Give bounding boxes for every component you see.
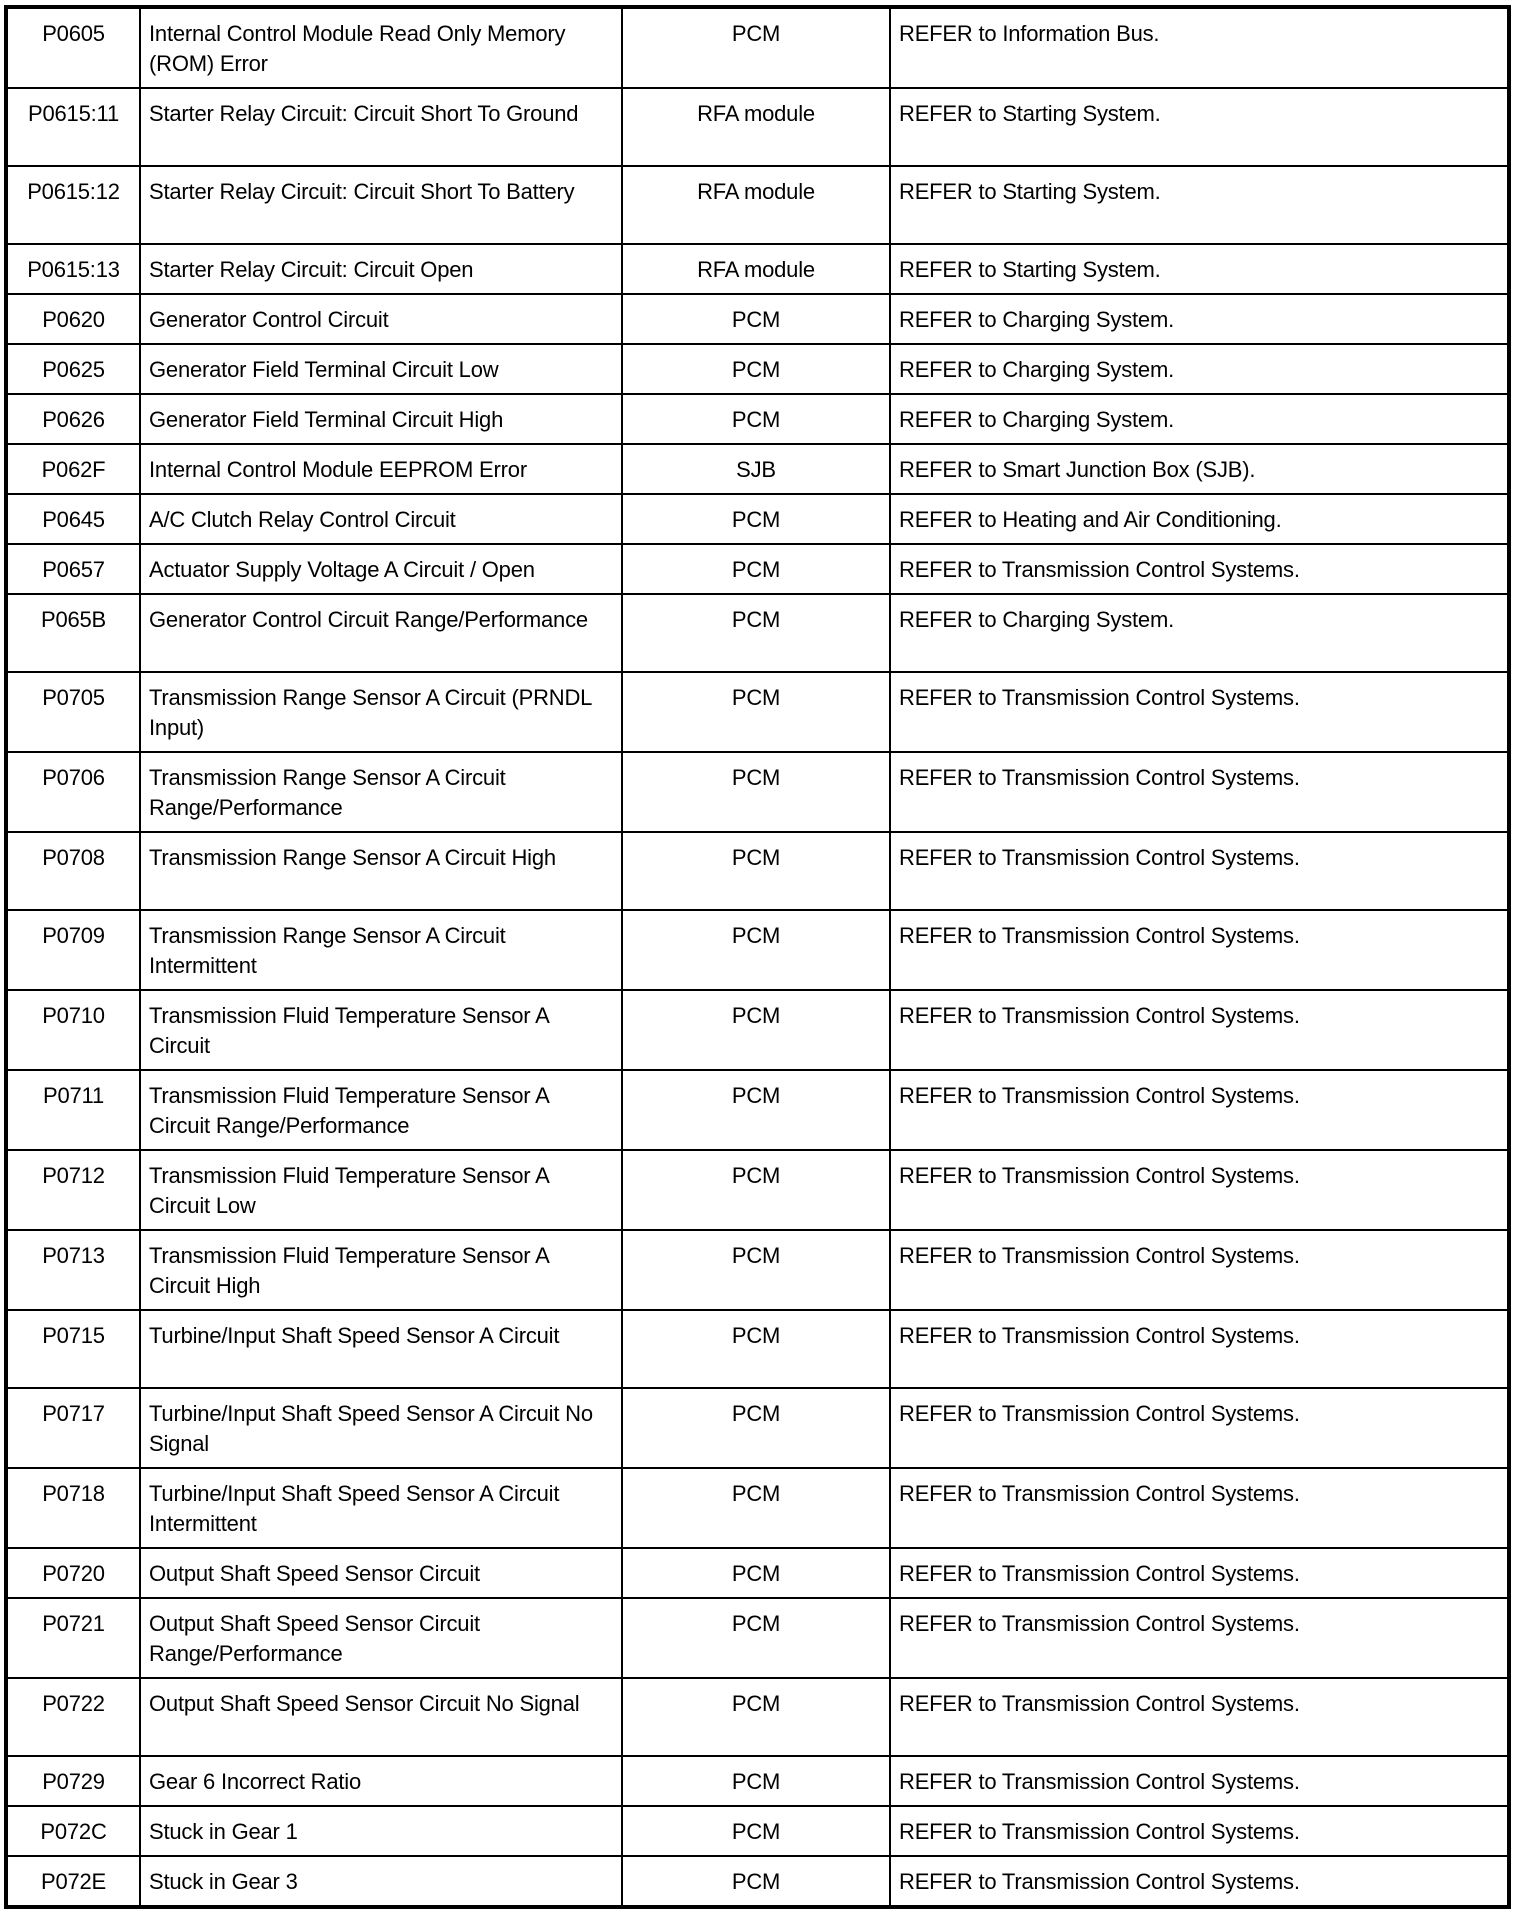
dtc-source-module-cell: PCM <box>622 1678 890 1756</box>
dtc-action-cell: REFER to Transmission Control Systems. <box>890 1388 1509 1468</box>
dtc-code-cell: P065B <box>6 594 140 672</box>
dtc-code-cell: P0657 <box>6 544 140 594</box>
dtc-source-module-cell: PCM <box>622 1806 890 1856</box>
dtc-action-cell: REFER to Transmission Control Systems. <box>890 752 1509 832</box>
dtc-source-module-cell: PCM <box>622 1548 890 1598</box>
table-row <box>6 166 1509 244</box>
dtc-code-cell: P072C <box>6 1806 140 1856</box>
table-row <box>6 910 1509 990</box>
dtc-description-cell: Generator Control Circuit <box>140 294 622 344</box>
dtc-action-cell: REFER to Transmission Control Systems. <box>890 1230 1509 1310</box>
dtc-action-cell: REFER to Transmission Control Systems. <box>890 1468 1509 1548</box>
dtc-code-cell: P0722 <box>6 1678 140 1756</box>
dtc-source-module-cell: PCM <box>622 990 890 1070</box>
dtc-action-cell: REFER to Transmission Control Systems. <box>890 1150 1509 1230</box>
table-row <box>6 344 1509 394</box>
dtc-source-module-cell: RFA module <box>622 88 890 166</box>
dtc-code-cell: P0729 <box>6 1756 140 1806</box>
dtc-action-cell: REFER to Smart Junction Box (SJB). <box>890 444 1509 494</box>
dtc-source-module-cell: PCM <box>622 1856 890 1907</box>
dtc-action-cell: REFER to Transmission Control Systems. <box>890 1310 1509 1388</box>
dtc-code-cell: P0715 <box>6 1310 140 1388</box>
dtc-action-cell: REFER to Transmission Control Systems. <box>890 910 1509 990</box>
table-row <box>6 1598 1509 1678</box>
table-row <box>6 244 1509 294</box>
dtc-action-cell: REFER to Starting System. <box>890 166 1509 244</box>
dtc-description-cell: Transmission Range Sensor A Circuit Intermittent <box>140 910 622 990</box>
dtc-source-module-cell: PCM <box>622 344 890 394</box>
dtc-description-cell: Gear 6 Incorrect Ratio <box>140 1756 622 1806</box>
dtc-source-module-cell: PCM <box>622 1756 890 1806</box>
dtc-source-module-cell: PCM <box>622 1150 890 1230</box>
dtc-source-module-cell: PCM <box>622 1598 890 1678</box>
dtc-action-cell: REFER to Transmission Control Systems. <box>890 1678 1509 1756</box>
dtc-description-cell: Actuator Supply Voltage A Circuit / Open <box>140 544 622 594</box>
dtc-action-cell: REFER to Starting System. <box>890 244 1509 294</box>
dtc-source-module-cell: RFA module <box>622 244 890 294</box>
dtc-code-cell: P0718 <box>6 1468 140 1548</box>
dtc-code-cell: P0605 <box>6 7 140 88</box>
dtc-source-module-cell: PCM <box>622 494 890 544</box>
table-row <box>6 394 1509 444</box>
dtc-description-cell: Starter Relay Circuit: Circuit Short To Ground <box>140 88 622 166</box>
dtc-action-cell: REFER to Charging System. <box>890 344 1509 394</box>
dtc-code-cell: P0720 <box>6 1548 140 1598</box>
dtc-action-cell: REFER to Transmission Control Systems. <box>890 1548 1509 1598</box>
table-row <box>6 1678 1509 1756</box>
dtc-action-cell: REFER to Transmission Control Systems. <box>890 544 1509 594</box>
dtc-description-cell: Transmission Fluid Temperature Sensor A Circuit Low <box>140 1150 622 1230</box>
dtc-description-cell: Output Shaft Speed Sensor Circuit <box>140 1548 622 1598</box>
dtc-table <box>4 5 1511 1909</box>
dtc-description-cell: Starter Relay Circuit: Circuit Short To Battery <box>140 166 622 244</box>
dtc-source-module-cell: PCM <box>622 544 890 594</box>
dtc-description-cell: Starter Relay Circuit: Circuit Open <box>140 244 622 294</box>
dtc-source-module-cell: RFA module <box>622 166 890 244</box>
dtc-description-cell: Output Shaft Speed Sensor Circuit Range/Performance <box>140 1598 622 1678</box>
table-row <box>6 990 1509 1070</box>
table-row <box>6 544 1509 594</box>
dtc-code-cell: P0713 <box>6 1230 140 1310</box>
dtc-description-cell: Turbine/Input Shaft Speed Sensor A Circuit No Signal <box>140 1388 622 1468</box>
dtc-description-cell: Turbine/Input Shaft Speed Sensor A Circuit <box>140 1310 622 1388</box>
dtc-action-cell: REFER to Information Bus. <box>890 7 1509 88</box>
dtc-source-module-cell: PCM <box>622 1468 890 1548</box>
dtc-source-module-cell: PCM <box>622 672 890 752</box>
table-row <box>6 88 1509 166</box>
dtc-code-cell: P0717 <box>6 1388 140 1468</box>
dtc-description-cell: Transmission Range Sensor A Circuit (PRNDL Input) <box>140 672 622 752</box>
dtc-description-cell: Stuck in Gear 1 <box>140 1806 622 1856</box>
dtc-code-cell: P0710 <box>6 990 140 1070</box>
dtc-code-cell: P0615:13 <box>6 244 140 294</box>
dtc-action-cell: REFER to Transmission Control Systems. <box>890 990 1509 1070</box>
dtc-source-module-cell: PCM <box>622 594 890 672</box>
dtc-code-cell: P0626 <box>6 394 140 444</box>
table-row <box>6 672 1509 752</box>
dtc-code-cell: P0645 <box>6 494 140 544</box>
dtc-code-cell: P062F <box>6 444 140 494</box>
dtc-code-cell: P0615:11 <box>6 88 140 166</box>
table-row <box>6 752 1509 832</box>
dtc-description-cell: Generator Field Terminal Circuit Low <box>140 344 622 394</box>
dtc-description-cell: Generator Field Terminal Circuit High <box>140 394 622 444</box>
table-row <box>6 1806 1509 1856</box>
table-row <box>6 1468 1509 1548</box>
dtc-source-module-cell: PCM <box>622 832 890 910</box>
dtc-code-cell: P0706 <box>6 752 140 832</box>
dtc-description-cell: Transmission Range Sensor A Circuit High <box>140 832 622 910</box>
dtc-source-module-cell: PCM <box>622 1310 890 1388</box>
dtc-source-module-cell: PCM <box>622 752 890 832</box>
dtc-code-cell: P0615:12 <box>6 166 140 244</box>
dtc-code-cell: P0721 <box>6 1598 140 1678</box>
dtc-description-cell: Output Shaft Speed Sensor Circuit No Signal <box>140 1678 622 1756</box>
dtc-code-cell: P072E <box>6 1856 140 1907</box>
dtc-action-cell: REFER to Transmission Control Systems. <box>890 1806 1509 1856</box>
dtc-action-cell: REFER to Transmission Control Systems. <box>890 1756 1509 1806</box>
table-row <box>6 494 1509 544</box>
dtc-description-cell: A/C Clutch Relay Control Circuit <box>140 494 622 544</box>
dtc-source-module-cell: PCM <box>622 1388 890 1468</box>
dtc-code-cell: P0711 <box>6 1070 140 1150</box>
table-row <box>6 7 1509 88</box>
dtc-description-cell: Transmission Fluid Temperature Sensor A Circuit <box>140 990 622 1070</box>
table-row <box>6 1388 1509 1468</box>
dtc-source-module-cell: PCM <box>622 910 890 990</box>
dtc-action-cell: REFER to Transmission Control Systems. <box>890 832 1509 910</box>
table-row <box>6 444 1509 494</box>
table-row <box>6 1548 1509 1598</box>
table-row <box>6 1070 1509 1150</box>
table-row <box>6 294 1509 344</box>
dtc-action-cell: REFER to Transmission Control Systems. <box>890 672 1509 752</box>
dtc-action-cell: REFER to Charging System. <box>890 594 1509 672</box>
dtc-description-cell: Internal Control Module EEPROM Error <box>140 444 622 494</box>
table-row <box>6 1150 1509 1230</box>
table-row <box>6 1310 1509 1388</box>
dtc-table-body <box>6 7 1509 1907</box>
dtc-description-cell: Stuck in Gear 3 <box>140 1856 622 1907</box>
table-row <box>6 1230 1509 1310</box>
dtc-action-cell: REFER to Transmission Control Systems. <box>890 1856 1509 1907</box>
dtc-source-module-cell: PCM <box>622 294 890 344</box>
dtc-description-cell: Transmission Range Sensor A Circuit Range/Performance <box>140 752 622 832</box>
table-row <box>6 1756 1509 1806</box>
dtc-action-cell: REFER to Transmission Control Systems. <box>890 1070 1509 1150</box>
dtc-code-cell: P0712 <box>6 1150 140 1230</box>
dtc-source-module-cell: SJB <box>622 444 890 494</box>
dtc-description-cell: Internal Control Module Read Only Memory (ROM) Error <box>140 7 622 88</box>
dtc-action-cell: REFER to Charging System. <box>890 394 1509 444</box>
dtc-action-cell: REFER to Transmission Control Systems. <box>890 1598 1509 1678</box>
dtc-description-cell: Generator Control Circuit Range/Performance <box>140 594 622 672</box>
dtc-code-cell: P0708 <box>6 832 140 910</box>
dtc-code-cell: P0625 <box>6 344 140 394</box>
dtc-source-module-cell: PCM <box>622 1070 890 1150</box>
dtc-description-cell: Transmission Fluid Temperature Sensor A Circuit Range/Performance <box>140 1070 622 1150</box>
table-row <box>6 832 1509 910</box>
dtc-source-module-cell: PCM <box>622 7 890 88</box>
dtc-source-module-cell: PCM <box>622 394 890 444</box>
dtc-description-cell: Transmission Fluid Temperature Sensor A Circuit High <box>140 1230 622 1310</box>
dtc-code-cell: P0709 <box>6 910 140 990</box>
dtc-action-cell: REFER to Heating and Air Conditioning. <box>890 494 1509 544</box>
dtc-action-cell: REFER to Charging System. <box>890 294 1509 344</box>
table-row <box>6 594 1509 672</box>
dtc-action-cell: REFER to Starting System. <box>890 88 1509 166</box>
dtc-code-cell: P0705 <box>6 672 140 752</box>
dtc-source-module-cell: PCM <box>622 1230 890 1310</box>
dtc-description-cell: Turbine/Input Shaft Speed Sensor A Circuit Intermittent <box>140 1468 622 1548</box>
dtc-code-cell: P0620 <box>6 294 140 344</box>
